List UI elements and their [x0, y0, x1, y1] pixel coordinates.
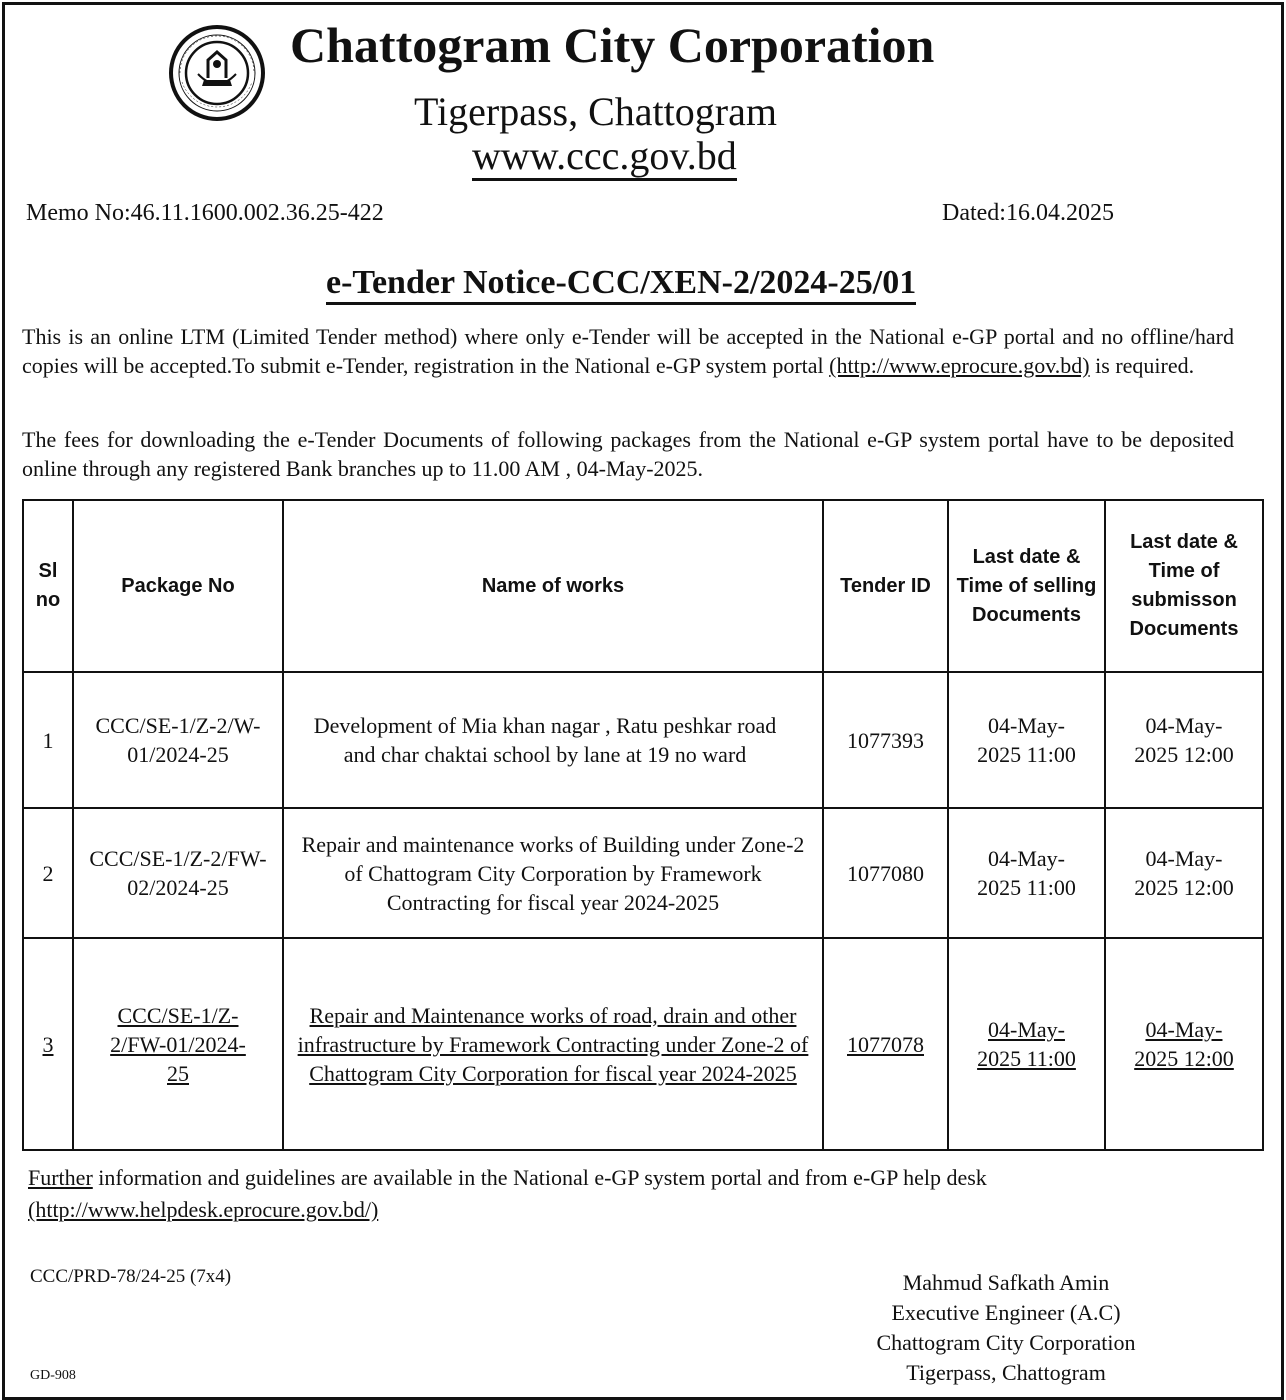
- ccc-seal-icon: [168, 24, 266, 122]
- helpdesk-link[interactable]: (http://www.helpdesk.eprocure.gov.bd/): [28, 1197, 379, 1222]
- row-tender-id-text: 1077078: [847, 1031, 924, 1057]
- row-submission: 04-May-2025 12:00: [1105, 808, 1263, 938]
- row-tender-id: 1077080: [823, 808, 948, 938]
- intro-paragraph: [22, 322, 1234, 380]
- organization-website[interactable]: www.ccc.gov.bd: [472, 134, 737, 181]
- row-works: [283, 938, 823, 1150]
- row-package: CCC/SE-1/Z-2/FW-02/2024-25: [73, 808, 283, 938]
- eprocure-link[interactable]: (http://www.eprocure.gov.bd): [829, 353, 1090, 378]
- row-works: Development of Mia khan nagar , Ratu peshkar road and char chaktai school by lane at 19 no ward: [283, 672, 823, 808]
- row-package: CCC/SE-1/Z-2/W-01/2024-25: [73, 672, 283, 808]
- row-works: Repair and maintenance works of Building under Zone-2 of Chattogram City Corporation by Framework Contracting for fiscal year 2024-2025: [283, 808, 823, 938]
- header-works: Name of works: [283, 500, 823, 672]
- header-submission: Last date & Time of submisson Documents: [1105, 500, 1263, 672]
- row-sl-text: 3: [42, 1031, 54, 1057]
- row-submission-text: 04-May-2025 12:00: [1134, 1017, 1234, 1071]
- row-selling: 04-May-2025 11:00: [948, 672, 1105, 808]
- further-text: information and guidelines are available in the National e-GP system portal and from e-GP help desk: [92, 1165, 987, 1190]
- signature-block: [860, 1268, 1152, 1388]
- table-row: [23, 672, 1263, 808]
- signatory-address: Tigerpass, Chattogram: [906, 1360, 1106, 1385]
- signatory-designation: Executive Engineer (A.C): [891, 1300, 1121, 1325]
- fees-paragraph: The fees for downloading the e-Tender Documents of following packages from the National e-GP system portal have to be deposited online through any registered Bank branches up to 11.00 AM , 04-May-2025.: [22, 427, 1234, 481]
- row-submission: [1105, 938, 1263, 1150]
- table-row: [23, 808, 1263, 938]
- row-submission: 04-May-2025 12:00: [1105, 672, 1263, 808]
- header-selling: Last date & Time of selling Documents: [948, 500, 1105, 672]
- prd-reference: CCC/PRD-78/24-25 (7x4): [30, 1266, 232, 1287]
- gd-reference: GD-908: [30, 1368, 76, 1383]
- row-selling: [948, 938, 1105, 1150]
- table-header-row: [23, 500, 1263, 672]
- further-info: [28, 1162, 987, 1226]
- row-tender-id: [823, 938, 948, 1150]
- row-tender-id: 1077393: [823, 672, 948, 808]
- row-package-text: CCC/SE-1/Z-2/FW-01/2024-25: [110, 1002, 246, 1086]
- memo-number: Memo No:46.11.1600.002.36.25-422: [26, 200, 384, 226]
- signatory-organization: Chattogram City Corporation: [876, 1330, 1136, 1355]
- header-sl: Sl no: [23, 500, 73, 672]
- row-package: [73, 938, 283, 1150]
- row-sl: 2: [23, 808, 73, 938]
- signatory-name: Mahmud Safkath Amin: [902, 1270, 1110, 1295]
- row-selling: 04-May-2025 11:00: [948, 808, 1105, 938]
- intro-text: This is an online LTM (Limited Tender method) where only e-Tender will be accepted in the National e-GP portal and no offline/hard copies will be accepted.To submit e-Tender, registration in the National e-GP system portal: [22, 324, 1234, 378]
- organization-address: Tigerpass, Chattogram: [414, 89, 777, 134]
- row-sl: [23, 938, 73, 1150]
- header-tender-id: Tender ID: [823, 500, 948, 672]
- row-selling-text: 04-May-2025 11:00: [977, 1017, 1076, 1071]
- row-sl: 1: [23, 672, 73, 808]
- further-word: Further: [28, 1165, 93, 1190]
- tender-table: [22, 499, 1264, 1151]
- row-works-text: Repair and Maintenance works of road, drain and other infrastructure by Framework Contracting under Zone-2 of Chattogram City Corporation for fiscal year 2024-2025: [297, 1002, 809, 1086]
- header-package: Package No: [73, 500, 283, 672]
- notice-title: e-Tender Notice-CCC/XEN-2/2024-25/01: [326, 264, 916, 305]
- memo-date: Dated:16.04.2025: [942, 200, 1114, 226]
- table-row: [23, 938, 1263, 1150]
- intro-text-end: is required.: [1089, 353, 1195, 378]
- organization-name: Chattogram City Corporation: [290, 17, 935, 73]
